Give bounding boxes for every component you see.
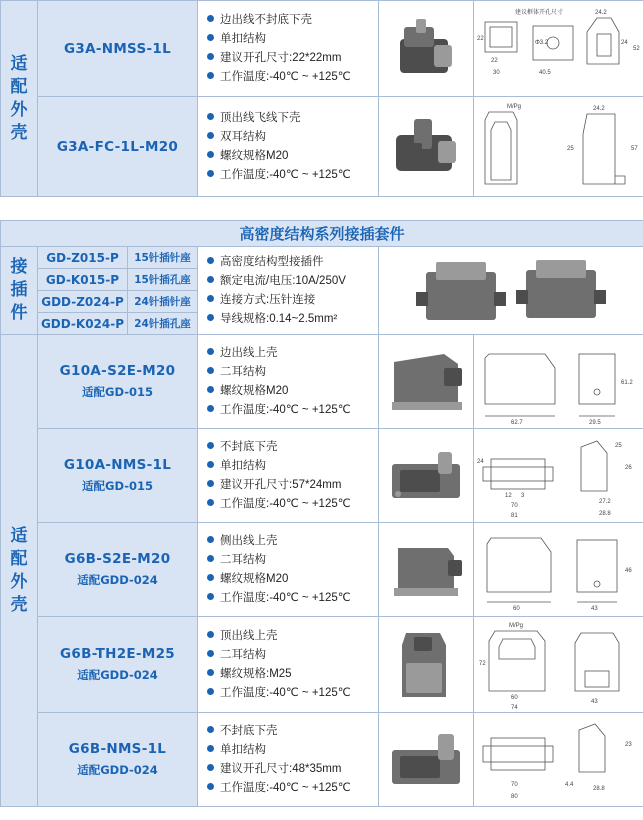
technical-drawing — [474, 713, 643, 807]
svg-text:25: 25 — [614, 442, 622, 449]
svg-text:60: 60 — [512, 605, 520, 612]
svg-text:70: 70 — [510, 781, 518, 788]
feature-list: 高密度结构型接插件 额定电流/电压:10A/250V 连接方式:压针连接 导线规格:0.14~2.5mm² — [198, 247, 379, 335]
svg-text:24: 24 — [476, 458, 484, 465]
connector-kit-table — [0, 220, 643, 807]
svg-text:25: 25 — [566, 145, 574, 152]
table-row — [1, 335, 643, 429]
section-label: 适 配 外 壳 — [1, 335, 38, 807]
product-photo — [379, 617, 474, 713]
technical-drawing — [474, 617, 643, 713]
feature-list: 顶出线飞线下壳 双耳结构 螺纹规格M20 工作温度:-40℃ ~ +125℃ — [198, 97, 379, 197]
svg-text:43: 43 — [590, 698, 598, 705]
svg-text:12: 12 — [504, 492, 512, 499]
feature-list: 不封底下壳 单扣结构 建议开孔尺寸:57*24mm 工作温度:-40℃ ~ +125℃ — [198, 429, 379, 523]
product-photo — [379, 335, 474, 429]
svg-text:80: 80 — [510, 793, 518, 800]
svg-text:61.2: 61.2 — [620, 379, 633, 386]
technical-drawing — [474, 429, 643, 523]
model-compat: 适配GDD-024 — [77, 763, 158, 777]
model-name: G6B-NMS-1L — [68, 741, 167, 757]
svg-text:Φ3.2: Φ3.2 — [534, 39, 548, 46]
svg-text:3: 3 — [520, 492, 524, 499]
model-compat: 适配GD-015 — [82, 479, 153, 493]
table-row — [1, 713, 643, 807]
table-row — [1, 221, 643, 247]
feature-list: 边出线上壳 二耳结构 螺纹规格M20 工作温度:-40℃ ~ +125℃ — [198, 335, 379, 429]
feature-list: 顶出线上壳 二耳结构 螺纹规格:M25 工作温度:-40℃ ~ +125℃ — [198, 617, 379, 713]
svg-text:M/Pg: M/Pg — [508, 622, 523, 629]
model-name: G6B-S2E-M20 — [64, 551, 171, 567]
svg-text:27.2: 27.2 — [598, 498, 611, 505]
feature-list: 侧出线上壳 二耳结构 螺纹规格M20 工作温度:-40℃ ~ +125℃ — [198, 523, 379, 617]
product-photo — [379, 713, 474, 807]
insert-desc: 15针插孔座 — [128, 269, 198, 291]
product-photo — [379, 247, 643, 335]
svg-text:72: 72 — [478, 660, 486, 667]
svg-text:74: 74 — [510, 704, 518, 711]
insert-name: GD-K015-P — [38, 269, 128, 291]
svg-text:22: 22 — [476, 35, 484, 42]
model-name: G6B-TH2E-M25 — [60, 646, 175, 662]
svg-text:22: 22 — [490, 57, 498, 64]
section-label: 接 插 件 — [1, 247, 38, 335]
technical-drawing — [474, 523, 643, 617]
model-cell — [38, 617, 198, 713]
model-name: G3A-NMSS-1L — [64, 40, 171, 57]
technical-drawing — [474, 97, 643, 197]
table-row — [1, 617, 643, 713]
product-photo — [379, 523, 474, 617]
model-compat: 适配GDD-024 — [77, 573, 158, 587]
svg-text:M/Pg: M/Pg — [506, 103, 521, 110]
feature-list: 不封底下壳 单扣结构 建议开孔尺寸:48*35mm 工作温度:-40℃ ~ +125℃ — [198, 713, 379, 807]
svg-text:40.5: 40.5 — [538, 69, 551, 76]
svg-text:43: 43 — [590, 605, 598, 612]
insert-desc: 15针插针座 — [128, 247, 198, 269]
section-title: 高密度结构系列接插套件 — [1, 221, 643, 247]
technical-drawing — [474, 1, 643, 97]
model-cell — [38, 1, 198, 97]
svg-text:30: 30 — [492, 69, 500, 76]
svg-text:24.2: 24.2 — [592, 105, 605, 112]
svg-text:62.7: 62.7 — [510, 419, 523, 426]
svg-text:建议框体开孔尺寸: 建议框体开孔尺寸 — [514, 9, 563, 16]
section-label: 适 配 外 壳 — [1, 1, 38, 197]
model-name: G3A-FC-1L-M20 — [56, 138, 179, 155]
table-row — [1, 247, 643, 269]
svg-text:28.8: 28.8 — [598, 510, 611, 517]
table-row — [1, 97, 643, 197]
product-photo — [379, 97, 474, 197]
model-cell — [38, 523, 198, 617]
product-photo — [379, 1, 474, 97]
model-cell — [38, 429, 198, 523]
svg-text:24: 24 — [620, 39, 628, 46]
svg-text:24.2: 24.2 — [594, 9, 607, 16]
insert-desc: 24针插孔座 — [128, 313, 198, 335]
svg-text:26: 26 — [624, 464, 632, 471]
svg-text:4.4: 4.4 — [564, 781, 573, 788]
model-name: G10A-S2E-M20 — [59, 363, 176, 379]
model-compat: 适配GD-015 — [82, 385, 153, 399]
insert-name: GDD-Z024-P — [38, 291, 128, 313]
feature-list: 边出线不封底下壳 单扣结构 建议开孔尺寸:22*22mm 工作温度:-40℃ ~ +125℃ — [198, 1, 379, 97]
model-cell — [38, 97, 198, 197]
model-name: G10A-NMS-1L — [63, 457, 172, 473]
insert-name: GDD-K024-P — [38, 313, 128, 335]
svg-text:28.8: 28.8 — [592, 785, 605, 792]
svg-text:29.5: 29.5 — [588, 419, 601, 426]
model-cell — [38, 335, 198, 429]
technical-drawing — [474, 335, 643, 429]
svg-text:52: 52 — [632, 45, 640, 52]
table-row — [1, 523, 643, 617]
svg-text:57: 57 — [630, 145, 638, 152]
model-cell — [38, 713, 198, 807]
model-compat: 适配GDD-024 — [77, 668, 158, 682]
svg-text:23: 23 — [624, 741, 632, 748]
housing-table-1 — [0, 0, 643, 197]
svg-text:81: 81 — [510, 512, 518, 519]
svg-text:46: 46 — [624, 567, 632, 574]
product-photo — [379, 429, 474, 523]
insert-name: GD-Z015-P — [38, 247, 128, 269]
svg-text:60: 60 — [510, 694, 518, 701]
insert-desc: 24针插针座 — [128, 291, 198, 313]
table-row — [1, 429, 643, 523]
svg-text:70: 70 — [510, 502, 518, 509]
table-row — [1, 1, 643, 97]
